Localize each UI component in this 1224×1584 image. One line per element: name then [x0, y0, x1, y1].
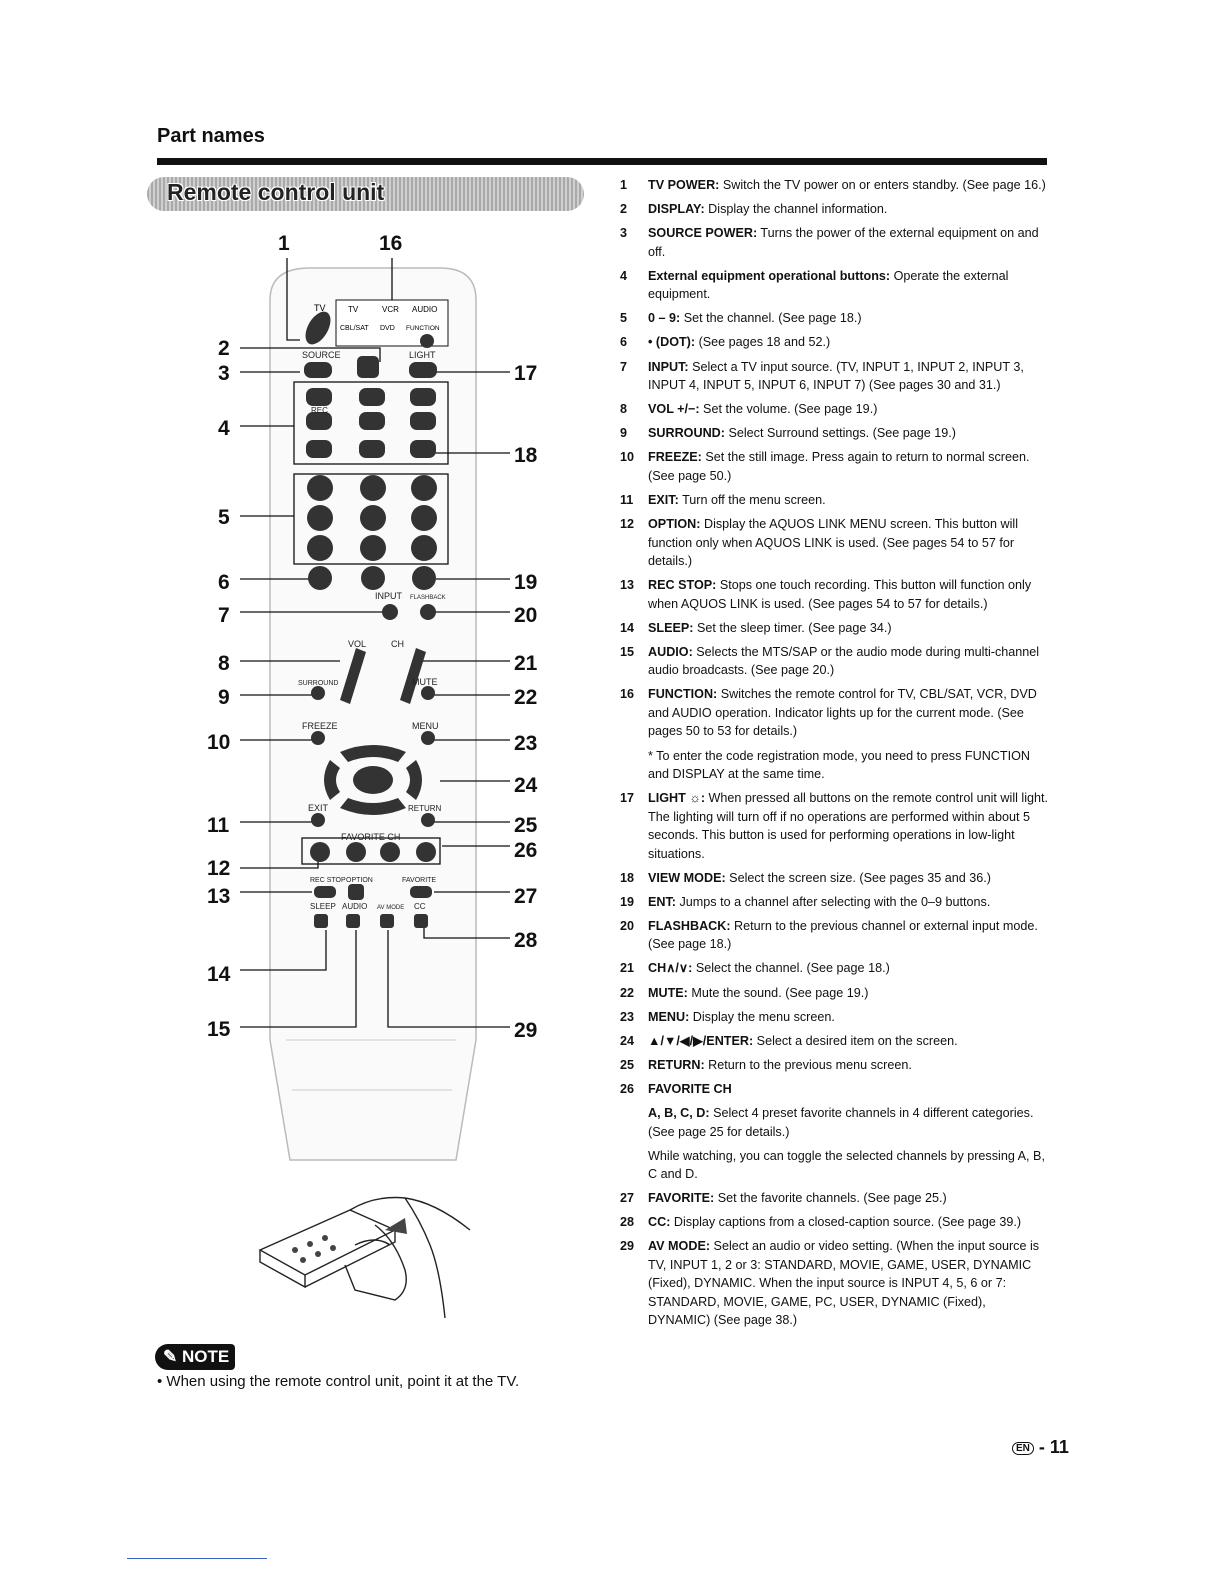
function-subnote: * To enter the code registration mode, you need to press FUNCTION and DISPLAY at the same time.	[648, 748, 1030, 781]
item-number: 18	[620, 870, 635, 885]
banner-title: Remote control unit	[167, 179, 385, 205]
list-item	[620, 515, 1050, 571]
item-text: Select the channel. (See page 18.)	[692, 961, 890, 976]
label-av-mode: AV MODE	[377, 905, 405, 911]
item-term: INPUT:	[648, 359, 689, 374]
item-term: CH∧/∨:	[648, 961, 693, 976]
item-number: 1	[620, 178, 628, 192]
callout-2: 2	[218, 337, 230, 360]
list-item	[620, 333, 1050, 352]
label-mute: MUTE	[412, 677, 438, 687]
item-term: VIEW MODE:	[648, 870, 726, 885]
callout-8: 8	[218, 652, 230, 675]
item-text: Jumps to a channel after selecting with the 0–9 buttons.	[676, 894, 991, 909]
list-item	[620, 576, 1050, 613]
callout-27: 27	[514, 885, 538, 908]
callout-20: 20	[514, 604, 538, 627]
callout-7: 7	[218, 604, 230, 627]
list-item	[620, 869, 1050, 888]
item-term: LIGHT ☼:	[648, 791, 706, 806]
item-number: 5	[620, 311, 628, 326]
item-number: 24	[620, 1033, 635, 1048]
item-term: VOL +/−:	[648, 402, 700, 417]
item-text: Turn off the menu screen.	[678, 492, 826, 507]
callout-21: 21	[514, 652, 538, 675]
item-text: Operate the external equipment.	[648, 268, 1009, 302]
note-text: • When using the remote control unit, point it at the TV.	[157, 1373, 520, 1390]
list-item	[620, 176, 1050, 195]
item-term: CC:	[648, 1215, 671, 1230]
page-section-title: Part names	[157, 125, 265, 147]
list-item	[620, 424, 1050, 443]
item-term: SURROUND:	[648, 426, 725, 441]
item-term: FREEZE:	[648, 450, 702, 465]
list-item	[620, 1032, 1050, 1051]
favorite-abcd-subnote	[620, 1104, 1050, 1141]
item-term: FAVORITE:	[648, 1191, 715, 1206]
list-item	[620, 917, 1050, 954]
item-number: 14	[620, 620, 635, 635]
callout-9: 9	[218, 686, 230, 709]
item-term: AUDIO:	[648, 644, 693, 659]
item-number: 3	[620, 226, 628, 241]
item-term: DISPLAY:	[648, 202, 705, 217]
callout-3: 3	[218, 362, 230, 385]
item-number: 23	[620, 1009, 635, 1024]
list-item	[620, 267, 1050, 304]
item-number: 6	[620, 335, 628, 350]
remote-control-illustration	[200, 225, 530, 1165]
item-term: External equipment operational buttons:	[648, 268, 891, 283]
item-text: (See pages 18 and 52.)	[695, 335, 831, 350]
item-text: Mute the sound. (See page 19.)	[687, 985, 869, 1000]
item-text: Stops one touch recording. This button will function only when AQUOS LINK is used. (See pages 54 to 57 for details.)	[648, 578, 1032, 611]
item-text: Switches the remote control for TV, CBL/SAT, VCR, DVD and AUDIO operation. Indicator lights up for the current mode. (See pages 50 to 53 for details.)	[648, 687, 1037, 739]
item-number: 9	[620, 426, 628, 441]
item-text: Select the screen size. (See pages 35 and 36.)	[725, 870, 992, 885]
callout-1: 1	[278, 232, 290, 255]
item-term: FAVORITE CH	[648, 1081, 732, 1096]
callout-28: 28	[514, 929, 538, 952]
item-term: 0 – 9:	[648, 311, 681, 326]
item-number: 10	[620, 450, 635, 465]
item-text: Select Surround settings. (See page 19.)	[724, 426, 956, 441]
label-cc: CC	[414, 902, 426, 911]
item-number: 11	[620, 492, 634, 507]
callout-26: 26	[514, 839, 538, 862]
item-number: 19	[620, 894, 635, 909]
list-item	[620, 1189, 1050, 1208]
item-number: 12	[620, 517, 635, 532]
list-item	[620, 685, 1050, 741]
item-term: AV MODE:	[648, 1239, 711, 1254]
callout-16: 16	[379, 232, 403, 255]
item-text: Select an audio or video setting. (When the input source is TV, INPUT 1, 2 or 3: STANDARD, MOVIE, GAME, USER, DYNAMIC (Fixed), DYNAMIC. When the input source is INPUT 4, 5, 6 or 7: STANDARD, MOVIE, GAME, PC, USER, DYNAMIC (Fixed), DYNAMIC) (See page 38.)	[648, 1239, 1040, 1328]
item-number: 26	[620, 1081, 635, 1096]
item-term: ▲/▼/◀/▶/ENTER:	[648, 1033, 754, 1048]
item-number: 25	[620, 1057, 635, 1072]
item-number: 7	[620, 359, 628, 374]
callout-19: 19	[514, 571, 538, 594]
item-number: 22	[620, 985, 635, 1000]
item-text: Select a desired item on the screen.	[753, 1033, 958, 1048]
item-number: 15	[620, 644, 635, 659]
label-rec: REC	[311, 406, 328, 415]
list-item	[620, 400, 1050, 419]
callout-25: 25	[514, 814, 538, 837]
label-menu: MENU	[412, 721, 439, 731]
label-audio-mode: AUDIO	[412, 305, 438, 314]
callout-23: 23	[514, 732, 538, 755]
list-item	[620, 200, 1050, 219]
item-term: MUTE:	[648, 985, 688, 1000]
callout-11: 11	[207, 814, 230, 837]
item-number: 16	[620, 687, 635, 702]
item-number: 20	[620, 918, 635, 933]
note-badge-label: NOTE	[181, 1347, 230, 1366]
list-item	[620, 309, 1050, 328]
callout-10: 10	[207, 731, 231, 754]
item-text: Set the channel. (See page 18.)	[680, 311, 862, 326]
label-tv: TV	[348, 305, 359, 314]
list-item	[620, 224, 1050, 261]
abcd-text: Select 4 preset favorite channels in 4 different categories. (See page 25 for details.)	[648, 1106, 1034, 1139]
list-item	[620, 1237, 1050, 1330]
label-input: INPUT	[375, 591, 402, 601]
list-item	[620, 619, 1050, 638]
label-dvd: DVD	[380, 325, 395, 332]
footer-divider	[127, 1558, 267, 1559]
callout-17: 17	[514, 362, 538, 385]
item-text: Return to the previous channel or external input mode. (See page 18.)	[648, 918, 1038, 952]
label-flashback: FLASHBACK	[410, 595, 446, 601]
item-text: Set the still image. Press again to return to normal screen. (See page 50.)	[648, 450, 1030, 483]
page-number-value: - 11	[1038, 1437, 1069, 1457]
label-light: LIGHT	[409, 350, 436, 360]
item-number: 13	[620, 578, 635, 593]
item-number: 29	[620, 1239, 635, 1254]
item-term: ENT:	[648, 894, 676, 909]
callout-22: 22	[514, 686, 538, 709]
item-number: 4	[620, 268, 628, 283]
callout-13: 13	[207, 885, 231, 908]
callout-24: 24	[514, 774, 538, 797]
part-descriptions-list	[620, 176, 1050, 1336]
item-text: Set the favorite channels. (See page 25.)	[714, 1191, 947, 1206]
label-vol: VOL	[348, 639, 367, 649]
label-favorite: FAVORITE	[402, 877, 437, 884]
label-audio: AUDIO	[342, 902, 368, 911]
item-term: • (DOT):	[648, 335, 696, 350]
hand-remote-illustration	[255, 1190, 485, 1320]
callout-12: 12	[207, 857, 231, 880]
list-item	[620, 1213, 1050, 1232]
item-number: 28	[620, 1215, 635, 1230]
item-text: Selects the MTS/SAP or the audio mode during multi-channel audio broadcasts. (See page 20.)	[648, 644, 1040, 678]
list-item	[620, 491, 1050, 510]
label-tv-power: TV	[314, 303, 326, 313]
list-item	[620, 448, 1050, 485]
item-text: Display the AQUOS LINK MENU screen. This button will function only when AQUOS LINK is used. (See pages 54 to 57 for details.)	[648, 517, 1019, 569]
item-text: Display captions from a closed-caption source. (See page 39.)	[670, 1215, 1022, 1230]
section-rule	[157, 158, 1047, 165]
list-item	[620, 1080, 1050, 1099]
item-term: OPTION:	[648, 517, 701, 532]
item-number: 8	[620, 402, 628, 417]
list-item	[620, 984, 1050, 1003]
language-badge: EN	[1012, 1442, 1034, 1455]
item-text: Select a TV input source. (TV, INPUT 1, INPUT 2, INPUT 3, INPUT 4, INPUT 5, INPUT 6, INPUT 7) (See pages 30 and 31.)	[648, 359, 1024, 393]
label-option: OPTION	[346, 877, 373, 884]
callout-29: 29	[514, 1019, 538, 1042]
callout-5: 5	[218, 506, 230, 529]
label-return: RETURN	[408, 804, 442, 813]
label-cbl-sat: CBL/SAT	[340, 325, 369, 332]
favorite-toggle-subnote: While watching, you can toggle the selected channels by pressing A, B, C and D.	[648, 1148, 1045, 1182]
label-exit: EXIT	[308, 803, 329, 813]
label-ch: CH	[391, 639, 404, 649]
item-term: SOURCE POWER:	[648, 226, 758, 241]
label-function: FUNCTION	[406, 325, 440, 332]
page-number	[1012, 1437, 1069, 1458]
label-surround: SURROUND	[298, 680, 339, 687]
item-text: Display the menu screen.	[689, 1009, 835, 1024]
item-number: 21	[620, 961, 635, 976]
item-text: Return to the previous menu screen.	[704, 1057, 912, 1072]
item-text: Turns the power of the external equipment on and off.	[648, 226, 1039, 259]
item-text: Set the sleep timer. (See page 34.)	[693, 620, 892, 635]
list-item	[620, 643, 1050, 680]
callout-14: 14	[207, 963, 231, 986]
label-rec-stop: REC STOP	[310, 877, 346, 884]
list-item	[620, 789, 1050, 863]
item-term: RETURN:	[648, 1057, 705, 1072]
label-vcr: VCR	[382, 305, 399, 314]
item-term: TV POWER:	[648, 178, 720, 192]
item-text: When pressed all buttons on the remote control unit will light. The lighting will turn off if no operations are performed within about 5 seconds. This button is used for performing operations in low-light situations.	[648, 791, 1049, 861]
item-text: Switch the TV power on or enters standby. (See page 16.)	[719, 178, 1046, 192]
item-term: SLEEP:	[648, 620, 694, 635]
item-number: 17	[620, 791, 635, 806]
item-text: Set the volume. (See page 19.)	[699, 402, 878, 417]
label-source: SOURCE	[302, 350, 341, 360]
callout-18: 18	[514, 444, 538, 467]
item-term: EXIT:	[648, 492, 679, 507]
item-term: MENU:	[648, 1009, 690, 1024]
list-item	[620, 1008, 1050, 1027]
item-term: FUNCTION:	[648, 687, 718, 702]
item-term: FLASHBACK:	[648, 918, 731, 933]
item-number: 27	[620, 1191, 635, 1206]
item-term: REC STOP:	[648, 578, 717, 593]
abcd-term: A, B, C, D:	[648, 1106, 710, 1121]
callout-4: 4	[218, 417, 230, 440]
label-freeze: FREEZE	[302, 721, 338, 731]
list-item	[620, 893, 1050, 912]
list-item	[620, 358, 1050, 395]
label-sleep: SLEEP	[310, 902, 336, 911]
note-badge: ✎ NOTE	[155, 1344, 235, 1370]
list-item	[620, 959, 1050, 978]
remote-banner	[147, 177, 584, 211]
callout-15: 15	[207, 1018, 231, 1041]
label-favorite-ch: FAVORITE CH	[341, 832, 401, 842]
callout-6: 6	[218, 571, 230, 594]
list-item	[620, 1056, 1050, 1075]
item-text: Display the channel information.	[704, 202, 888, 217]
item-number: 2	[620, 202, 628, 217]
